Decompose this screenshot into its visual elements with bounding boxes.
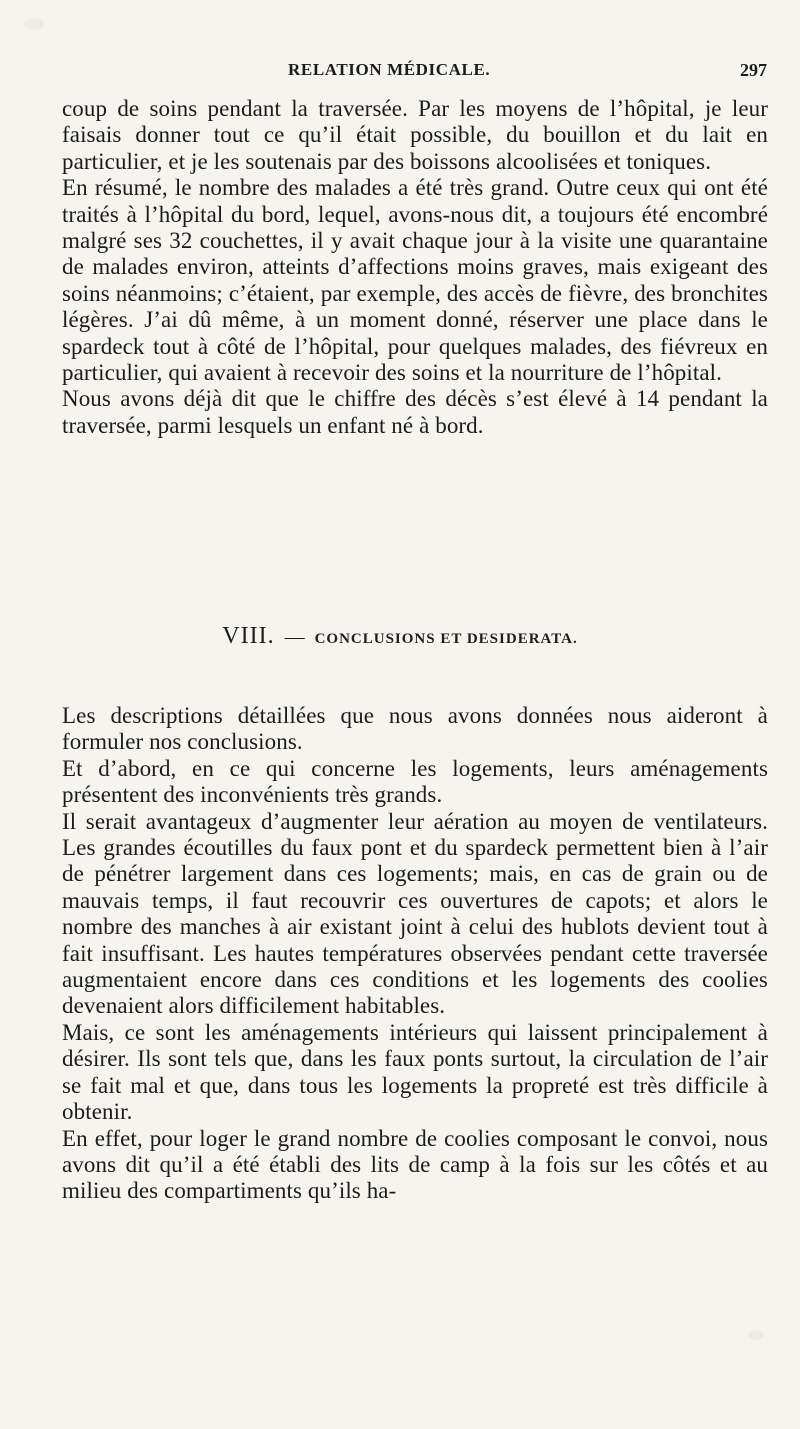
paragraph: Et d’abord, en ce qui concerne les logements, leurs aménagements présentent des inconvénients très grands.: [62, 755, 768, 808]
paragraph: Les descriptions détaillées que nous avons données nous aideront à formuler nos conclusions.: [62, 703, 768, 755]
paragraph: Il serait avantageux d’augmenter leur aération au moyen de ventilateurs. Les grandes écoutilles du faux pont et du spardeck permettent bien à l’air de pénétrer largement dans ces logements; mais, en cas de grain ou de mauvais temps, il faut recouvrir ces ouvertures de capots; et alors le nombre des manches à air existant joint à celui des hublots devient tout à fait insuffisant. Les hautes températures observées pendant cette traversée augmentaient encore dans ces conditions et les logements des coolies devenaient alors difficilement habitables.: [62, 808, 768, 1019]
running-head: [62, 60, 767, 84]
section-number: VIII.: [222, 623, 275, 649]
body-text-upper: [62, 96, 768, 439]
page-number: 297: [740, 60, 767, 80]
section-title: CONCLUSIONS ET DESIDERATA.: [314, 631, 578, 647]
paper-stain: [748, 1330, 764, 1340]
paragraph: En effet, pour loger le grand nombre de coolies composant le convoi, nous avons dit qu’il a été établi des lits de camp à la fois sur les côtés et au milieu des compartiments qu’ils ha-: [62, 1125, 768, 1204]
paragraph: Mais, ce sont les aménagements intérieurs qui laissent principalement à désirer. Ils sont tels que, dans les faux ponts surtout, la circulation de l’air se fait mal et que, dans tous les logements la propreté est très difficile à obtenir.: [62, 1019, 768, 1125]
paragraph: coup de soins pendant la traversée. Par les moyens de l’hôpital, je leur faisais donner tout ce qu’il était possible, du bouillon et du lait en particulier, et je les soutenais par des boissons alcoolisées et toniques.: [62, 96, 768, 174]
section-heading: [0, 623, 800, 650]
section-dash: —: [284, 626, 305, 648]
paper-stain: [24, 18, 44, 30]
body-text-lower: [62, 703, 768, 1205]
running-title: RELATION MÉDICALE.: [288, 60, 491, 79]
paragraph: En résumé, le nombre des malades a été très grand. Outre ceux qui ont été traités à l’hôpital du bord, lequel, avons-nous dit, a toujours été encombré malgré ses 32 couchettes, il y avait chaque jour à la visite une quarantaine de malades environ, atteints d’affections moins graves, mais exigeant des soins néanmoins; c’étaient, par exemple, des accès de fièvre, des bronchites légères. J’ai dû même, à un moment donné, réserver une place dans le spardeck tout à côté de l’hôpital, pour quelques malades, des fiévreux en particulier, qui avaient à recevoir des soins et la nourriture de l’hôpital.: [62, 175, 768, 386]
paragraph: Nous avons déjà dit que le chiffre des décès s’est élevé à 14 pendant la traversée, parmi lesquels un enfant né à bord.: [62, 386, 768, 438]
